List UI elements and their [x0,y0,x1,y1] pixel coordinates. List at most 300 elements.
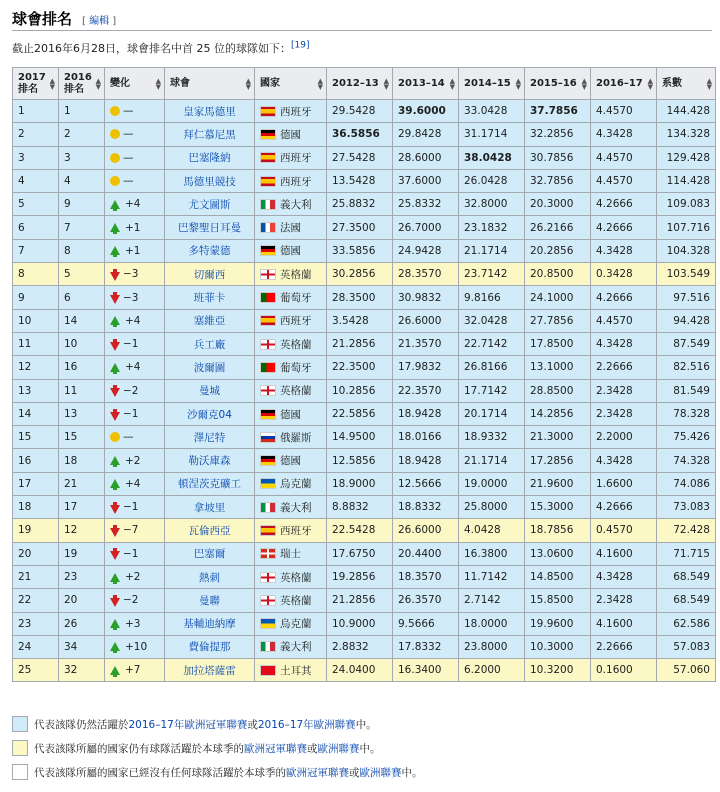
ranking-table [12,67,716,682]
season-score: 38.0428 [459,146,525,169]
rank-2017: 10 [13,309,59,332]
rank-2016: 9 [59,193,105,216]
column-header[interactable]: 2014–15 ▲ ▼ [459,68,525,100]
country-cell [255,193,327,216]
team-link[interactable]: 曼城 [165,379,255,402]
country-cell [255,519,327,542]
team-link[interactable]: 曼聯 [165,589,255,612]
column-header[interactable]: 2012–13 ▲ ▼ [327,68,393,100]
rank-2017: 20 [13,542,59,565]
season-score: 9.8166 [459,286,525,309]
sort-icon[interactable]: ▲ ▼ [245,76,251,91]
flag-icon [260,222,276,233]
legend-swatch [12,740,28,756]
country-link[interactable]: 西班牙 [280,315,312,328]
season-score: 26.3570 [393,589,459,612]
rank-change: −2 [105,589,165,612]
season-score: 4.0428 [459,519,525,542]
rank-change: −2 [105,379,165,402]
flag-icon [260,641,276,652]
arrow-down-icon [110,342,120,351]
rank-2016: 10 [59,332,105,355]
country-cell [255,565,327,588]
column-header[interactable]: 變化 ▲ ▼ [105,68,165,100]
table-row [13,332,716,355]
season-score: 17.7142 [459,379,525,402]
legend-link[interactable]: 歐洲聯賽 [317,742,360,755]
coefficient: 68.549 [657,589,716,612]
season-score: 26.6000 [393,309,459,332]
rank-2016: 1 [59,100,105,123]
country-link[interactable]: 烏克蘭 [280,478,312,491]
coefficient: 73.083 [657,496,716,519]
season-score: 17.8500 [525,332,591,355]
circle-icon [110,153,120,163]
arrow-up-icon [110,573,120,582]
team-link[interactable]: 加拉塔薩雷 [165,659,255,682]
season-score: 28.3570 [393,263,459,286]
rank-2017: 17 [13,472,59,495]
rank-2016: 26 [59,612,105,635]
country-cell [255,589,327,612]
season-score: 17.8332 [393,635,459,658]
season-score: 9.5666 [393,612,459,635]
intro-text: 截止2016年6月28日，球會排名中首 25 位的球隊如下：[19] [12,40,310,55]
country-link[interactable]: 瑞士 [280,548,301,561]
season-score: 10.3000 [525,635,591,658]
sort-icon[interactable]: ▲ ▼ [647,76,653,91]
country-link[interactable]: 葡萄牙 [280,361,312,374]
arrow-down-icon [110,528,120,537]
rank-2016: 2 [59,123,105,146]
rank-change: +3 [105,612,165,635]
coefficient: 57.083 [657,635,716,658]
season-score: 17.6750 [327,542,393,565]
season-score: 12.5666 [393,472,459,495]
season-score: 30.7856 [525,146,591,169]
country-cell [255,379,327,402]
column-header[interactable]: 2016 排名 ▲ ▼ [59,68,105,100]
team-link[interactable]: 兵工廠 [165,332,255,355]
rank-change: +10 [105,635,165,658]
country-cell [255,612,327,635]
season-score: 4.3428 [591,565,657,588]
rank-change: — [105,123,165,146]
flag-icon [260,362,276,373]
flag-icon [260,502,276,513]
season-score: 26.7000 [393,216,459,239]
column-header[interactable]: 2016–17 ▲ ▼ [591,68,657,100]
country-cell [255,239,327,262]
season-score: 2.3428 [591,379,657,402]
country-cell [255,659,327,682]
table-row [13,286,716,309]
rank-2016: 13 [59,402,105,425]
team-link[interactable]: 巴黎聖日耳曼 [165,216,255,239]
flag-icon [260,618,276,629]
table-row [13,659,716,682]
reference-link[interactable]: [19] [290,40,310,51]
season-score: 14.9500 [327,426,393,449]
season-score: 10.2856 [327,379,393,402]
country-link[interactable]: 義大利 [280,501,312,514]
team-link[interactable]: 拿坡里 [165,496,255,519]
season-score: 29.5428 [327,100,393,123]
flag-icon [260,339,276,350]
rank-change: −1 [105,402,165,425]
season-score: 4.4570 [591,146,657,169]
season-score: 0.1600 [591,659,657,682]
table-row [13,193,716,216]
arrow-down-icon [110,551,120,560]
legend-link[interactable]: 2016–17年歐洲聯賽 [257,718,356,731]
rank-2017: 13 [13,379,59,402]
season-score: 20.8500 [525,263,591,286]
team-link[interactable]: 拜仁慕尼黑 [165,123,255,146]
rank-2017: 14 [13,402,59,425]
team-link[interactable]: 皇家馬德里 [165,100,255,123]
season-score: 23.1832 [459,216,525,239]
team-link[interactable]: 費倫提那 [165,635,255,658]
rank-2017: 1 [13,100,59,123]
season-score: 2.2666 [591,635,657,658]
column-header[interactable]: 2013–14 ▲ ▼ [393,68,459,100]
rank-change: −3 [105,263,165,286]
coefficient: 97.516 [657,286,716,309]
arrow-up-icon [110,316,120,325]
edit-link[interactable]: 編輯 [89,16,110,27]
season-score: 31.1714 [459,123,525,146]
arrow-up-icon [110,246,120,255]
rank-2017: 19 [13,519,59,542]
sort-icon[interactable]: ▲ ▼ [449,76,455,91]
season-score: 32.0428 [459,309,525,332]
rank-change: — [105,169,165,192]
flag-icon [260,315,276,326]
season-score: 28.8500 [525,379,591,402]
season-score: 17.9832 [393,356,459,379]
coefficient: 82.516 [657,356,716,379]
season-score: 4.3428 [591,239,657,262]
season-score: 10.3200 [525,659,591,682]
season-score: 30.2856 [327,263,393,286]
rank-2017: 4 [13,169,59,192]
season-score: 26.6000 [393,519,459,542]
rank-change: −1 [105,542,165,565]
sort-icon[interactable]: ▲ ▼ [95,76,101,91]
coefficient: 71.715 [657,542,716,565]
rank-change: +1 [105,239,165,262]
season-score: 3.5428 [327,309,393,332]
rank-change: +2 [105,565,165,588]
flag-icon [260,548,276,559]
table-row [13,426,716,449]
team-link[interactable]: 巴塞爾 [165,542,255,565]
rank-2017: 2 [13,123,59,146]
country-link[interactable]: 英格蘭 [280,385,312,398]
rank-2016: 19 [59,542,105,565]
season-score: 4.3428 [591,449,657,472]
flag-icon [260,106,276,117]
season-score: 21.2856 [327,332,393,355]
season-score: 27.5428 [327,146,393,169]
country-cell [255,309,327,332]
rank-2016: 16 [59,356,105,379]
coefficient: 103.549 [657,263,716,286]
season-score: 36.5856 [327,123,393,146]
rank-change: — [105,146,165,169]
season-score: 28.3500 [327,286,393,309]
season-score: 21.3570 [393,332,459,355]
season-score: 2.8832 [327,635,393,658]
country-link[interactable]: 西班牙 [280,524,312,537]
column-header[interactable]: 國家 ▲ ▼ [255,68,327,100]
table-row [13,612,716,635]
sort-icon[interactable]: ▲ ▼ [317,76,323,91]
team-link[interactable]: 頓涅茨克礦工 [165,472,255,495]
rank-change: — [105,426,165,449]
season-score: 19.2856 [327,565,393,588]
sort-icon[interactable]: ▲ ▼ [49,76,55,91]
table-row [13,356,716,379]
country-link[interactable]: 西班牙 [280,152,312,165]
country-link[interactable]: 西班牙 [280,175,312,188]
team-link[interactable]: 切爾西 [165,263,255,286]
rank-2017: 3 [13,146,59,169]
rank-change: −3 [105,286,165,309]
coefficient: 107.716 [657,216,716,239]
team-link[interactable]: 澤尼特 [165,426,255,449]
country-link[interactable]: 俄羅斯 [280,431,312,444]
team-link[interactable]: 瓦倫西亞 [165,519,255,542]
circle-icon [110,106,120,116]
rank-2017: 11 [13,332,59,355]
season-score: 18.3570 [393,565,459,588]
table-row [13,565,716,588]
season-score: 27.3500 [327,216,393,239]
column-header[interactable]: 2017 排名 ▲ ▼ [13,68,59,100]
season-score: 20.3000 [525,193,591,216]
season-score: 17.2856 [525,449,591,472]
rank-2017: 16 [13,449,59,472]
coefficient: 62.586 [657,612,716,635]
edit-section: [ 編輯 ] [82,16,117,27]
flag-icon [260,199,276,210]
season-score: 21.3000 [525,426,591,449]
legend-link[interactable]: 歐洲冠軍聯賽 [286,766,349,779]
season-score: 24.9428 [393,239,459,262]
team-link[interactable]: 巴塞隆納 [165,146,255,169]
column-header[interactable]: 球會 ▲ ▼ [165,68,255,100]
sort-icon[interactable]: ▲ ▼ [515,76,521,91]
table-row [13,123,716,146]
team-link[interactable]: 波爾圖 [165,356,255,379]
country-link[interactable]: 德國 [280,455,301,468]
legend-swatch [12,764,28,780]
arrow-up-icon [110,456,120,465]
season-score: 4.3428 [591,123,657,146]
season-score: 19.9600 [525,612,591,635]
sort-icon[interactable]: ▲ ▼ [581,76,587,91]
rank-change: +4 [105,472,165,495]
arrow-up-icon [110,666,120,675]
season-score: 13.0600 [525,542,591,565]
coefficient: 134.328 [657,123,716,146]
country-cell [255,169,327,192]
table-header-row [13,68,716,100]
season-score: 0.3428 [591,263,657,286]
season-score: 18.9428 [393,449,459,472]
country-link[interactable]: 義大利 [280,641,312,654]
rank-2016: 8 [59,239,105,262]
coefficient: 72.428 [657,519,716,542]
season-score: 16.3800 [459,542,525,565]
rank-change: +4 [105,356,165,379]
table-row [13,239,716,262]
team-link[interactable]: 班菲卡 [165,286,255,309]
rank-change: +4 [105,193,165,216]
season-score: 19.0000 [459,472,525,495]
team-link[interactable]: 沙爾克04 [165,402,255,425]
season-score: 21.2856 [327,589,393,612]
flag-icon [260,385,276,396]
arrow-up-icon [110,223,120,232]
country-link[interactable]: 英格蘭 [280,338,312,351]
table-row [13,635,716,658]
team-link[interactable]: 多特蒙德 [165,239,255,262]
legend-swatch [12,716,28,732]
coefficient: 104.328 [657,239,716,262]
legend-link[interactable]: 歐洲聯賽 [359,766,402,779]
season-score: 13.5428 [327,169,393,192]
team-link[interactable]: 馬德里競技 [165,169,255,192]
country-link[interactable]: 葡萄牙 [280,292,312,305]
flag-icon [260,478,276,489]
season-score: 18.9428 [393,402,459,425]
team-link[interactable]: 勒沃庫森 [165,449,255,472]
legend-link[interactable]: 歐洲冠軍聯賽 [244,742,307,755]
table-row [13,146,716,169]
table-row [13,496,716,519]
country-link[interactable]: 烏克蘭 [280,618,312,631]
season-score: 2.7142 [459,589,525,612]
rank-2016: 6 [59,286,105,309]
rank-2017: 22 [13,589,59,612]
rank-change: −7 [105,519,165,542]
season-score: 25.8832 [327,193,393,216]
rank-2016: 32 [59,659,105,682]
team-link[interactable]: 基輔迪納摩 [165,612,255,635]
country-link[interactable]: 西班牙 [280,105,312,118]
flag-icon [260,665,276,676]
season-score: 2.3428 [591,402,657,425]
country-link[interactable]: 英格蘭 [280,594,312,607]
country-cell [255,286,327,309]
season-score: 23.7142 [459,263,525,286]
legend-link[interactable]: 2016–17年歐洲冠軍聯賽 [128,718,248,731]
arrow-up-icon [110,363,120,372]
flag-icon [260,129,276,140]
coefficient: 114.428 [657,169,716,192]
team-link[interactable]: 塞維亞 [165,309,255,332]
season-score: 15.8500 [525,589,591,612]
season-score: 22.3570 [393,379,459,402]
season-score: 21.1714 [459,449,525,472]
season-score: 4.2666 [591,193,657,216]
column-header[interactable]: 系數 ▲ ▼ [657,68,716,100]
country-cell [255,216,327,239]
season-score: 20.4400 [393,542,459,565]
circle-icon [110,129,120,139]
legend-item: 代表該隊所屬的國家已經沒有任何球隊活躍於本球季的歐洲冠軍聯賽或歐洲聯賽中。 [12,764,423,780]
flag-icon [260,595,276,606]
sort-icon[interactable]: ▲ ▼ [155,76,161,91]
sort-icon[interactable]: ▲ ▼ [706,76,712,91]
season-score: 20.2856 [525,239,591,262]
season-score: 26.8166 [459,356,525,379]
season-score: 25.8332 [393,193,459,216]
season-score: 4.2666 [591,286,657,309]
rank-2017: 25 [13,659,59,682]
season-score: 12.5856 [327,449,393,472]
season-score: 22.5856 [327,402,393,425]
country-link[interactable]: 土耳其 [280,664,312,677]
season-score: 24.1000 [525,286,591,309]
country-link[interactable]: 英格蘭 [280,268,312,281]
flag-icon [260,152,276,163]
country-link[interactable]: 法國 [280,222,301,235]
rank-2016: 21 [59,472,105,495]
flag-icon [260,455,276,466]
season-score: 0.4570 [591,519,657,542]
country-link[interactable]: 義大利 [280,198,312,211]
country-link[interactable]: 德國 [280,128,301,141]
rank-2016: 20 [59,589,105,612]
season-score: 21.9600 [525,472,591,495]
season-score: 4.2666 [591,496,657,519]
sort-icon[interactable]: ▲ ▼ [383,76,389,91]
season-score: 21.1714 [459,239,525,262]
flag-icon [260,409,276,420]
coefficient: 57.060 [657,659,716,682]
country-cell [255,426,327,449]
arrow-up-icon [110,642,120,651]
country-link[interactable]: 德國 [280,245,301,258]
season-score: 18.9000 [327,472,393,495]
table-row [13,449,716,472]
rank-change: −1 [105,496,165,519]
country-cell [255,496,327,519]
team-link[interactable]: 熱刺 [165,565,255,588]
rank-2017: 24 [13,635,59,658]
column-header[interactable]: 2015–16 ▲ ▼ [525,68,591,100]
season-score: 4.1600 [591,612,657,635]
country-link[interactable]: 德國 [280,408,301,421]
season-score: 20.1714 [459,402,525,425]
country-link[interactable]: 英格蘭 [280,571,312,584]
table-row [13,402,716,425]
country-cell [255,263,327,286]
season-score: 22.3500 [327,356,393,379]
season-score: 27.7856 [525,309,591,332]
season-score: 1.6600 [591,472,657,495]
arrow-up-icon [110,619,120,628]
rank-2017: 7 [13,239,59,262]
rank-2016: 23 [59,565,105,588]
country-cell [255,472,327,495]
team-link[interactable]: 尤文圖斯 [165,193,255,216]
rank-change: — [105,100,165,123]
